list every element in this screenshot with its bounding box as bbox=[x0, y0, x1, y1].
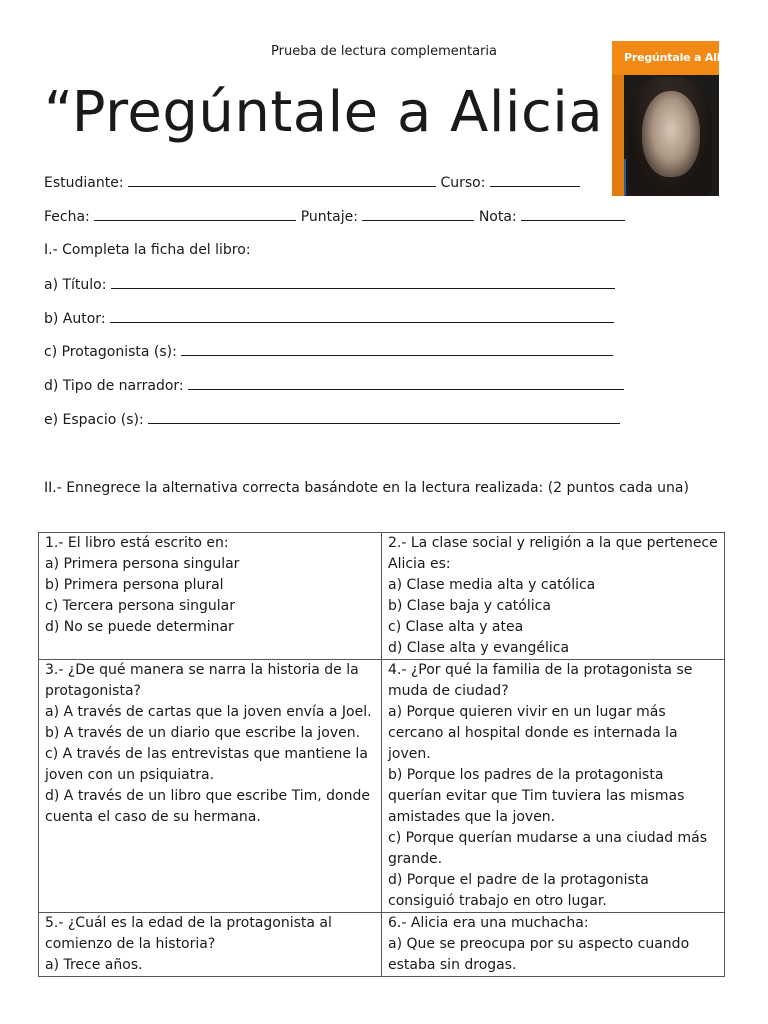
option[interactable]: a) Clase media alta y católica bbox=[388, 577, 596, 593]
option[interactable]: a) Que se preocupa por su aspecto cuando estaba sin drogas. bbox=[388, 936, 690, 973]
score-field[interactable] bbox=[362, 208, 474, 221]
question-3: 3.- ¿De qué manera se narra la historia de la protagonista? a) A través de cartas que la joven envía a Joel. b) A través de un diario que escribe la joven. c) A través de las entrevistas que mantiene la joven con un psiquiatra. d) A través de un libro que escribe Tim, donde cuenta el caso de su hermana. bbox=[39, 660, 382, 913]
student-field[interactable] bbox=[128, 174, 436, 187]
option[interactable]: a) A través de cartas que la joven envía a Joel. bbox=[45, 704, 372, 720]
protagonist-field[interactable] bbox=[181, 343, 613, 356]
course-field[interactable] bbox=[490, 174, 580, 187]
grade-label: Nota: bbox=[478, 209, 517, 225]
fill-line-narrator: d) Tipo de narrador: bbox=[44, 377, 624, 394]
option[interactable]: c) A través de las entrevistas que mantiene la joven con un psiquiatra. bbox=[45, 746, 368, 783]
section1-heading: I.- Completa la ficha del libro: bbox=[44, 242, 251, 258]
option[interactable]: a) Trece años. bbox=[45, 957, 143, 973]
option[interactable]: a) Porque quieren vivir en un lugar más cercano al hospital donde es internada la joven. bbox=[388, 704, 678, 762]
option[interactable]: b) A través de un diario que escribe la joven. bbox=[45, 725, 361, 741]
option[interactable]: a) Primera persona singular bbox=[45, 556, 240, 572]
fill-line-title: a) Título: bbox=[44, 276, 615, 293]
document-subtitle: Prueba de lectura complementaria bbox=[271, 44, 497, 59]
question-4: 4.- ¿Por qué la familia de la protagonista se muda de ciudad? a) Porque quieren vivir en un lugar más cercano al hospital donde es internada la joven. b) Porque los padres de la protagonista querían evitar que Tim tuviera las mismas amistades que la joven. c) Porque querían mudarse a una ciudad más grande. d) Porque el padre de la protagonista consiguió trabajo en otro lugar. bbox=[382, 660, 725, 913]
fill-line-space: e) Espacio (s): bbox=[44, 411, 620, 428]
space-field[interactable] bbox=[148, 411, 620, 424]
option[interactable]: d) Clase alta y evangélica bbox=[388, 640, 570, 656]
questions-table bbox=[38, 532, 725, 977]
option[interactable]: d) A través de un libro que escribe Tim, donde cuenta el caso de su hermana. bbox=[45, 788, 370, 825]
author-field[interactable] bbox=[110, 310, 614, 323]
option[interactable]: c) Tercera persona singular bbox=[45, 598, 235, 614]
question-5: 5.- ¿Cuál es la edad de la protagonista al comienzo de la historia? a) Trece años. bbox=[39, 913, 382, 977]
option[interactable]: c) Porque querían mudarse a una ciudad más grande. bbox=[388, 830, 708, 867]
question-2: 2.- La clase social y religión a la que pertenece Alicia es: a) Clase media alta y católica b) Clase baja y católica c) Clase alta y atea d) Clase alta y evangélica bbox=[382, 533, 725, 660]
date-field[interactable] bbox=[94, 208, 296, 221]
student-course-row bbox=[44, 174, 580, 191]
fill-line-protagonist: c) Protagonista (s): bbox=[44, 343, 613, 360]
option[interactable]: c) Clase alta y atea bbox=[388, 619, 524, 635]
grade-field[interactable] bbox=[521, 208, 625, 221]
score-label: Puntaje: bbox=[300, 209, 358, 225]
narrator-field[interactable] bbox=[188, 377, 624, 390]
option[interactable]: d) Porque el padre de la protagonista consiguió trabajo en otro lugar. bbox=[388, 872, 649, 909]
document-title: “Pregúntale a Alicia bbox=[44, 80, 604, 145]
course-label: Curso: bbox=[440, 175, 486, 191]
option[interactable]: d) No se puede determinar bbox=[45, 619, 234, 635]
question-1: 1.- El libro está escrito en: a) Primera persona singular b) Primera persona plural c) Tercera persona singular d) No se puede determinar bbox=[39, 533, 382, 660]
title-field[interactable] bbox=[111, 276, 615, 289]
question-6: 6.- Alicia era una muchacha: a) Que se preocupa por su aspecto cuando estaba sin drogas. bbox=[382, 913, 725, 977]
fill-line-author: b) Autor: bbox=[44, 310, 614, 327]
book-cover-title: Pregúntale a Alicia bbox=[624, 51, 738, 64]
date-score-row bbox=[44, 208, 625, 225]
student-label: Estudiante: bbox=[44, 175, 124, 191]
section2-heading: II.- Ennegrece la alternativa correcta basándote en la lectura realizada: (2 puntos cada una) bbox=[44, 480, 689, 496]
option[interactable]: b) Porque los padres de la protagonista querían evitar que Tim tuviera las mismas amistades que la joven. bbox=[388, 767, 685, 825]
option[interactable]: b) Clase baja y católica bbox=[388, 598, 551, 614]
option[interactable]: b) Primera persona plural bbox=[45, 577, 224, 593]
date-label: Fecha: bbox=[44, 209, 90, 225]
book-cover-image bbox=[612, 41, 738, 196]
